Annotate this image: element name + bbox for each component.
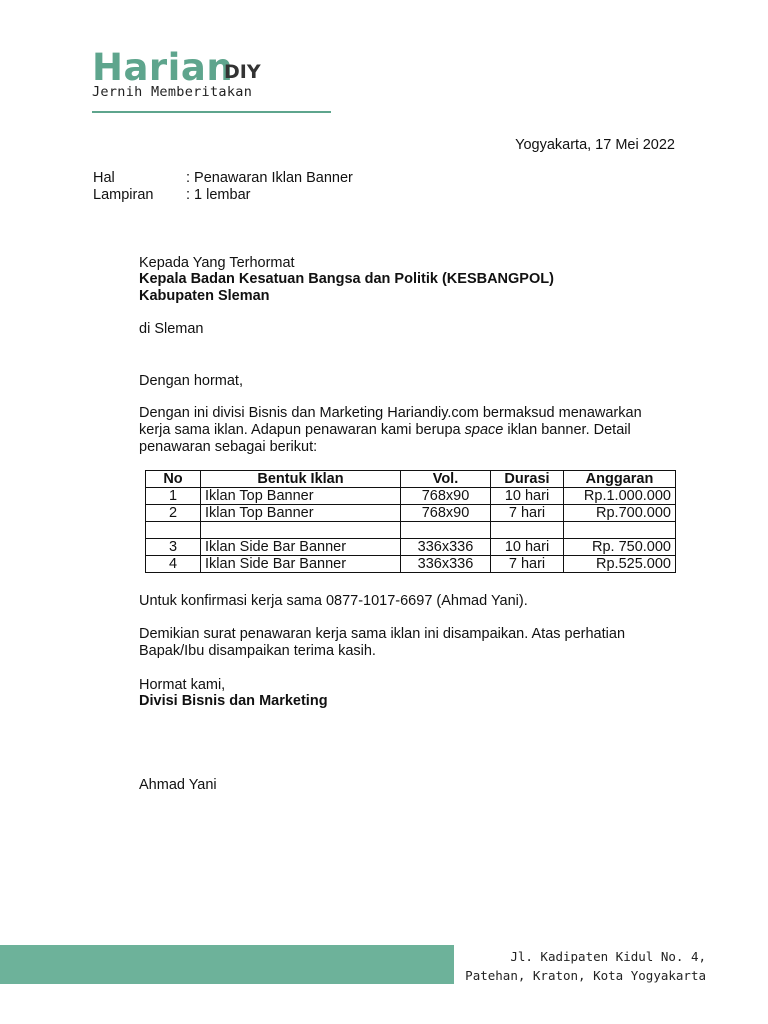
table-row xyxy=(146,505,676,522)
intro-text-2: iklan banner. Detail penawaran sebagai berikut: xyxy=(139,422,631,455)
table-cell: 3 xyxy=(146,539,201,556)
recipient-salutation: Kepada Yang Terhormat xyxy=(139,255,295,271)
intro-text-1: Dengan ini divisi Bisnis dan Marketing Hariandiy.com bermaksud menawarkan kerja sama iklan. Adapun penawaran kami berupa xyxy=(139,405,642,438)
table-cell: Rp.700.000 xyxy=(564,505,676,522)
table-cell: Rp. 750.000 xyxy=(564,539,676,556)
table-cell: Iklan Top Banner xyxy=(201,488,401,505)
recipient-name: Kepala Badan Kesatuan Bangsa dan Politik (KESBANGPOL) xyxy=(139,271,554,287)
table-cell: Rp.525.000 xyxy=(564,556,676,573)
table-cell xyxy=(146,522,201,539)
table-cell xyxy=(491,522,564,539)
brand-logo-main: Harian xyxy=(92,46,234,89)
footer-address xyxy=(465,947,706,985)
table-cell: 336x336 xyxy=(401,556,491,573)
lampiran-label: Lampiran xyxy=(93,187,154,203)
table-cell: 1 xyxy=(146,488,201,505)
intro-italic: space xyxy=(464,422,504,438)
letterhead-divider xyxy=(92,111,331,113)
intro-paragraph xyxy=(139,405,664,456)
table-header-cell: Anggaran xyxy=(564,471,676,488)
signer-name: Ahmad Yani xyxy=(139,777,217,793)
table-cell: 10 hari xyxy=(491,539,564,556)
table-cell xyxy=(201,522,401,539)
table-header-cell: Vol. xyxy=(401,471,491,488)
table-header-row xyxy=(146,471,676,488)
table-cell: 7 hari xyxy=(491,556,564,573)
footer-accent-bar xyxy=(0,945,454,984)
recipient-org: Kabupaten Sleman xyxy=(139,288,270,304)
brand-tagline: Jernih Memberitakan xyxy=(92,84,253,100)
table-cell: 2 xyxy=(146,505,201,522)
table-cell xyxy=(564,522,676,539)
closing-paragraph: Demikian surat penawaran kerja sama iklan ini disampaikan. Atas perhatian Bapak/Ibu disampaikan terima kasih. xyxy=(139,626,626,659)
table-cell: Rp.1.000.000 xyxy=(564,488,676,505)
footer-address-line1: Jl. Kadipaten Kidul No. 4, xyxy=(510,949,706,964)
greeting: Dengan hormat, xyxy=(139,373,243,389)
offer-table xyxy=(145,470,676,573)
table-row-spacer xyxy=(146,522,676,539)
hal-value: : Penawaran Iklan Banner xyxy=(186,170,353,186)
division-name: Divisi Bisnis dan Marketing xyxy=(139,693,328,709)
lampiran-value: : 1 lembar xyxy=(186,187,251,203)
table-row xyxy=(146,488,676,505)
hal-label: Hal xyxy=(93,170,115,186)
table-cell: 10 hari xyxy=(491,488,564,505)
table-header-cell: Durasi xyxy=(491,471,564,488)
confirmation-text: Untuk konfirmasi kerja sama 0877-1017-6697 (Ahmad Yani). xyxy=(139,593,528,609)
table-cell: 768x90 xyxy=(401,505,491,522)
table-cell: 7 hari xyxy=(491,505,564,522)
footer-address-line2: Patehan, Kraton, Kota Yogyakarta xyxy=(465,968,706,983)
table-cell: 768x90 xyxy=(401,488,491,505)
table-row xyxy=(146,556,676,573)
table-cell: Iklan Side Bar Banner xyxy=(201,556,401,573)
letter-date: Yogyakarta, 17 Mei 2022 xyxy=(515,137,675,153)
table-cell: Iklan Side Bar Banner xyxy=(201,539,401,556)
table-cell: 4 xyxy=(146,556,201,573)
recipient-location: di Sleman xyxy=(139,321,204,337)
brand-logo-sub: DIY xyxy=(224,61,261,83)
table-row xyxy=(146,539,676,556)
table-cell: Iklan Top Banner xyxy=(201,505,401,522)
table-header-cell: No xyxy=(146,471,201,488)
table-cell xyxy=(401,522,491,539)
table-cell: 336x336 xyxy=(401,539,491,556)
table-header-cell: Bentuk Iklan xyxy=(201,471,401,488)
regards-text: Hormat kami, xyxy=(139,677,226,693)
